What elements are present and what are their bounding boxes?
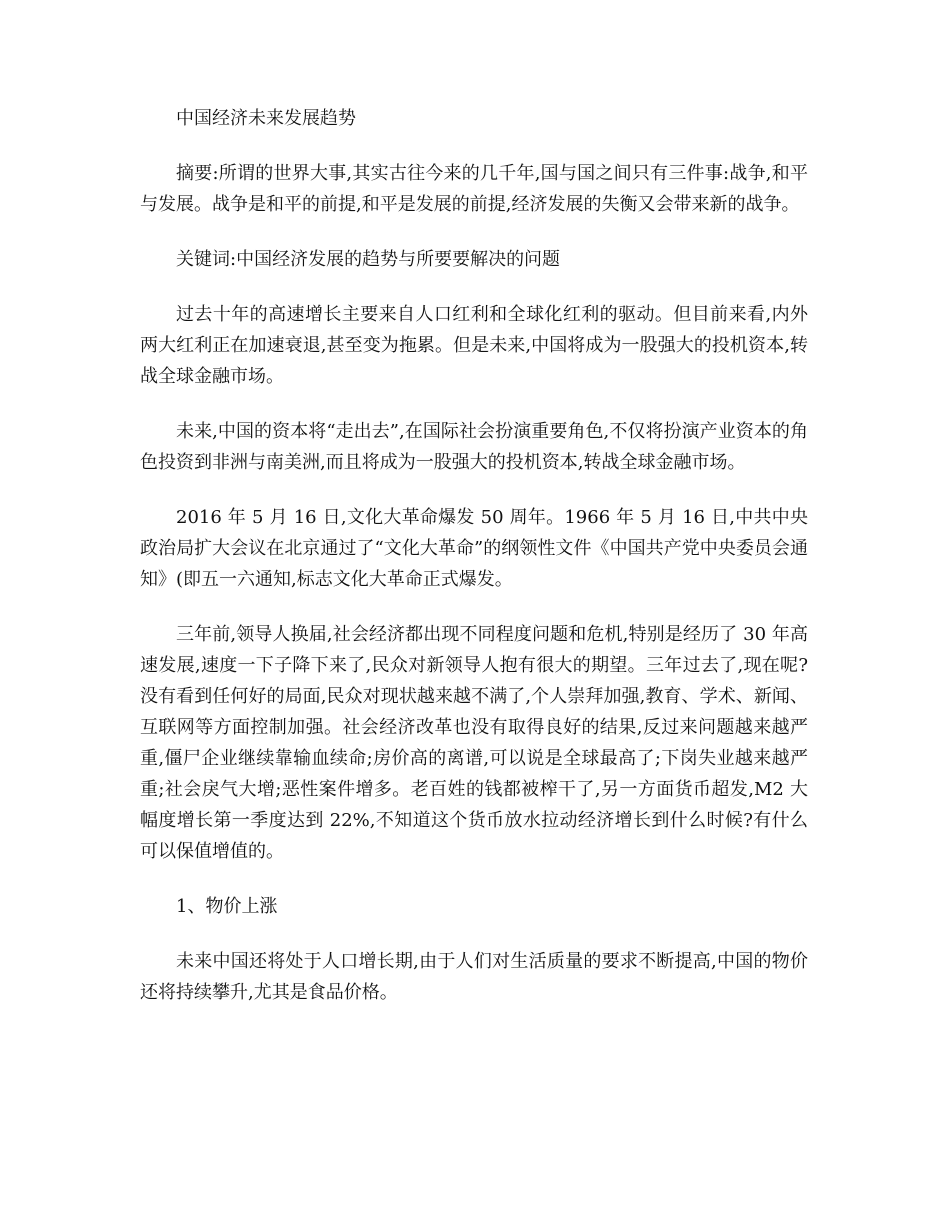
body-paragraph: 未来,中国的资本将“走出去”,在国际社会扮演重要角色,不仅将扮演产业资本的角色投资到非洲与南美洲,而且将成为一股强大的投机资本,转战全球金融市场。 (140, 421, 808, 473)
document-body (140, 103, 808, 1032)
section-heading: 1、物价上涨 (176, 896, 278, 917)
body-paragraph: 2016 年 5 月 16 日,文化大革命爆发 50 周年。1966 年 5 月 16 日,中共中央政治局扩大会议在北京通过了“文化大革命”的纲领性文件《中国共产党中央委员会通知》(即五一六通知,标志文化大革命正式爆发。 (140, 507, 808, 590)
body-paragraph: 三年前,领导人换届,社会经济都出现不同程度问题和危机,特别是经历了 30 年高速发展,速度一下子降下来了,民众对新领导人抱有很大的期望。三年过去了,现在呢?没有看到任何好的局面,民众对现状越来越不满了,个人崇拜加强,教育、学术、新闻、互联网等方面控制加强。社会经济改革也没有取得良好的结果,反过来问题越来越严重,僵尸企业继续靠输血续命;房价高的离谱,可以说是全球最高了;下岗失业越来越严重;社会戾气大增;恶性案件增多。老百姓的钱都被榨干了,另一方面货币超发,M2 大幅度增长第一季度达到 22%,不知道这个货币放水拉动经济增长到什么时候?有什么可以保值增值的。 (140, 624, 808, 862)
document-title: 中国经济未来发展趋势 (176, 108, 356, 129)
keywords-paragraph: 关键词:中国经济发展的趋势与所要要解决的问题 (176, 249, 561, 270)
section-paragraph: 未来中国还将处于人口增长期,由于人们对生活质量的要求不断提高,中国的物价还将持续攀升,尤其是食品价格。 (140, 951, 808, 1003)
body-paragraph: 过去十年的高速增长主要来自人口红利和全球化红利的驱动。但目前来看,内外两大红利正在加速衰退,甚至变为拖累。但是未来,中国将成为一股强大的投机资本,转战全球金融市场。 (140, 304, 808, 387)
abstract-paragraph: 摘要:所谓的世界大事,其实古往今来的几千年,国与国之间只有三件事:战争,和平与发展。战争是和平的前提,和平是发展的前提,经济发展的失衡又会带来新的战争。 (140, 163, 808, 215)
